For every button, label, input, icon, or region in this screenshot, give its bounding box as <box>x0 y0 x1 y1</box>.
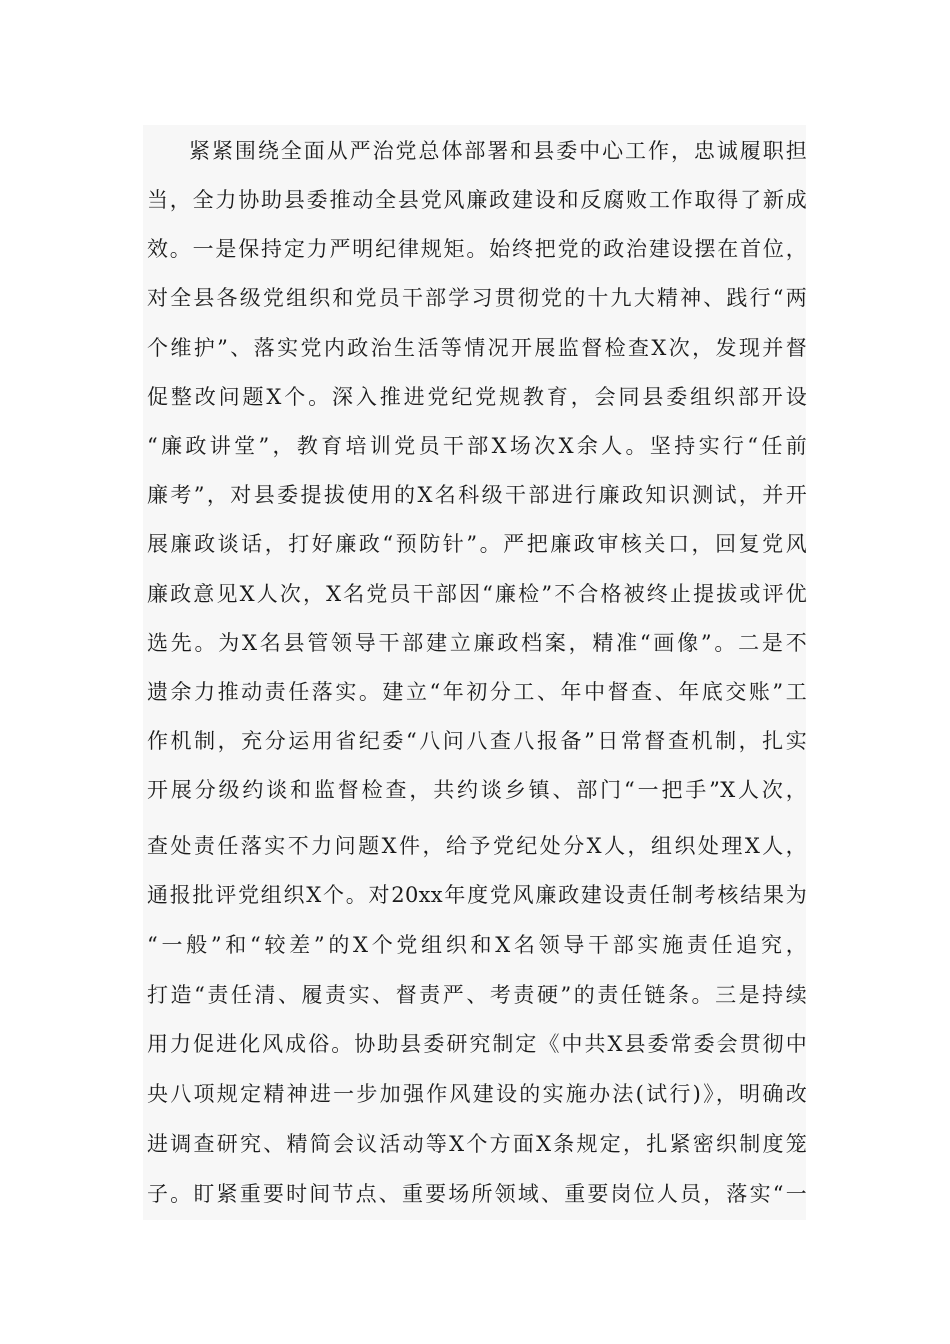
paragraph-line: 央八项规定精神进一步加强作风建设的实施办法(试行)》，明确改 <box>147 1082 807 1106</box>
paragraph-line: 选先。为X名县管领导干部建立廉政档案，精准“画像”。二是不 <box>147 631 807 655</box>
paragraph-line: 用力促进化风成俗。协助县委研究制定《中共X县委常委会贯彻中 <box>147 1032 807 1056</box>
paragraph-line: 进调查研究、精简会议活动等X个方面X条规定，扎紧密织制度笼 <box>147 1132 807 1156</box>
paragraph-line: 遗余力推动责任落实。建立“年初分工、年中督查、年底交账”工 <box>147 680 807 704</box>
paragraph-line: “廉政讲堂”，教育培训党员干部X场次X余人。坚持实行“任前 <box>147 434 807 458</box>
paragraph-line: 开展分级约谈和监督检查，共约谈乡镇、部门“一把手”X人次， <box>147 778 807 802</box>
paragraph-line: 廉政意见X人次，X名党员干部因“廉检”不合格被终止提拔或评优 <box>147 582 807 606</box>
paragraph-line: 作机制，充分运用省纪委“八问八查八报备”日常督查机制，扎实 <box>147 729 807 753</box>
paragraph-line: 紧紧围绕全面从严治党总体部署和县委中心工作，忠诚履职担 <box>189 139 807 163</box>
paragraph-line: 查处责任落实不力问题X件，给予党纪处分X人，组织处理X人， <box>147 834 807 858</box>
paragraph-line: 廉考”，对县委提拔使用的X名科级干部进行廉政知识测试，并开 <box>147 483 807 507</box>
paragraph-line: 子。盯紧重要时间节点、重要场所领域、重要岗位人员，落实“一 <box>147 1182 807 1206</box>
paragraph-line: 打造“责任清、履责实、督责严、考责硬”的责任链条。三是持续 <box>147 983 807 1007</box>
paragraph-line: 个维护”、落实党内政治生活等情况开展监督检查X次，发现并督 <box>147 336 807 360</box>
paragraph-line: 当，全力协助县委推动全县党风廉政建设和反腐败工作取得了新成 <box>147 188 807 212</box>
paragraph-line: 促整改问题X个。深入推进党纪党规教育，会同县委组织部开设 <box>147 385 807 409</box>
paragraph-line: 效。一是保持定力严明纪律规矩。始终把党的政治建设摆在首位， <box>147 237 807 261</box>
paragraph-line: 对全县各级党组织和党员干部学习贯彻党的十九大精神、践行“两 <box>147 286 807 310</box>
paragraph-line: 展廉政谈话，打好廉政“预防针”。严把廉政审核关口，回复党风 <box>147 532 807 556</box>
paragraph-line: “一般”和“较差”的X个党组织和X名领导干部实施责任追究， <box>147 933 807 957</box>
paragraph-line: 通报批评党组织X个。对20xx年度党风廉政建设责任制考核结果为 <box>147 883 807 907</box>
